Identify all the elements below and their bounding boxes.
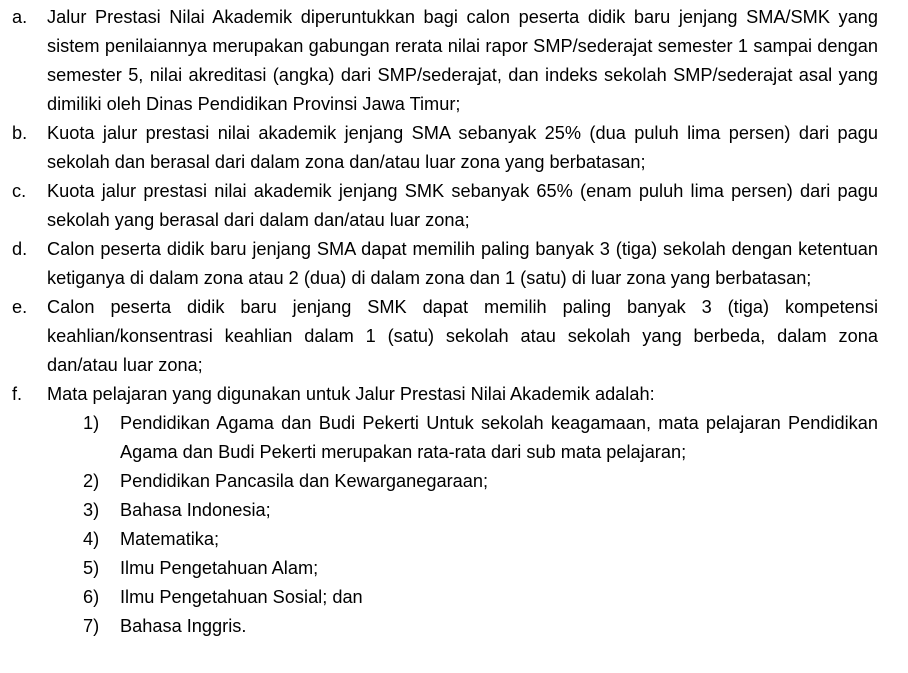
subject-list-marker: 5) — [83, 558, 100, 578]
list-marker: b. — [12, 123, 28, 143]
list-item-a — [12, 3, 878, 119]
subject-list-item — [83, 525, 878, 554]
subject-list-marker: 3) — [83, 500, 100, 520]
subject-list-text: Pendidikan Pancasila dan Kewarganegaraan; — [120, 471, 489, 491]
list-marker: c. — [12, 181, 27, 201]
subject-list-text: Bahasa Inggris. — [120, 616, 247, 636]
list-item-text: Calon peserta didik baru jenjang SMA dapat memilih paling banyak 3 (tiga) sekolah dengan ketentuan ketiganya di dalam zona atau 2 (dua) di dalam zona dan 1 (satu) di luar zona yang berbatasan; — [47, 239, 878, 288]
subject-list-text: Ilmu Pengetahuan Sosial; dan — [120, 587, 363, 607]
list-item-d — [12, 235, 878, 293]
list-item-text: Kuota jalur prestasi nilai akademik jenjang SMA sebanyak 25% (dua puluh lima persen) dari pagu sekolah dan berasal dari dalam zona dan/atau luar zona yang berbatasan; — [47, 123, 878, 172]
list-item-c — [12, 177, 878, 235]
subject-list-text: Bahasa Indonesia; — [120, 500, 271, 520]
subject-list-item — [83, 554, 878, 583]
subject-list-marker: 6) — [83, 587, 100, 607]
subject-list — [83, 409, 878, 641]
list-item-text: Kuota jalur prestasi nilai akademik jenjang SMK sebanyak 65% (enam puluh lima persen) dari pagu sekolah yang berasal dari dalam dan/atau luar zona; — [47, 181, 878, 230]
subject-list-marker: 1) — [83, 413, 100, 433]
subject-list-item — [83, 409, 878, 467]
subject-list-text: Ilmu Pengetahuan Alam; — [120, 558, 319, 578]
list-marker: d. — [12, 239, 28, 259]
subject-list-marker: 2) — [83, 471, 100, 491]
subject-list-text: Pendidikan Agama dan Budi Pekerti Untuk sekolah keagamaan, mata pelajaran Pendidikan Agama dan Budi Pekerti merupakan rata-rata dari sub mata pelajaran; — [120, 413, 878, 462]
subject-list-item — [83, 612, 878, 641]
subject-list-item — [83, 583, 878, 612]
list-marker: e. — [12, 297, 28, 317]
list-marker: f. — [12, 384, 23, 404]
list-item-e — [12, 293, 878, 380]
list-item-b — [12, 119, 878, 177]
subject-list-marker: 4) — [83, 529, 100, 549]
list-item-text: Mata pelajaran yang digunakan untuk Jalur Prestasi Nilai Akademik adalah: — [47, 384, 655, 404]
list-marker: a. — [12, 7, 28, 27]
subject-list-text: Matematika; — [120, 529, 220, 549]
subject-list-item — [83, 496, 878, 525]
list-item-f — [12, 380, 878, 409]
subject-list-item — [83, 467, 878, 496]
subject-list-marker: 7) — [83, 616, 100, 636]
list-item-text: Calon peserta didik baru jenjang SMK dapat memilih paling banyak 3 (tiga) kompetensi keahlian/konsentrasi keahlian dalam 1 (satu) sekolah atau sekolah yang berbeda, dalam zona dan/atau luar zona; — [47, 297, 878, 375]
list-item-text: Jalur Prestasi Nilai Akademik diperuntukkan bagi calon peserta didik baru jenjang SMA/SMK yang sistem penilaiannya merupakan gabungan rerata nilai rapor SMP/sederajat semester 1 sampai dengan semester 5, nilai akreditasi (angka) dari SMP/sederajat, dan indeks sekolah SMP/sederajat asal yang dimiliki oleh Dinas Pendidikan Provinsi Jawa Timur; — [47, 7, 878, 114]
